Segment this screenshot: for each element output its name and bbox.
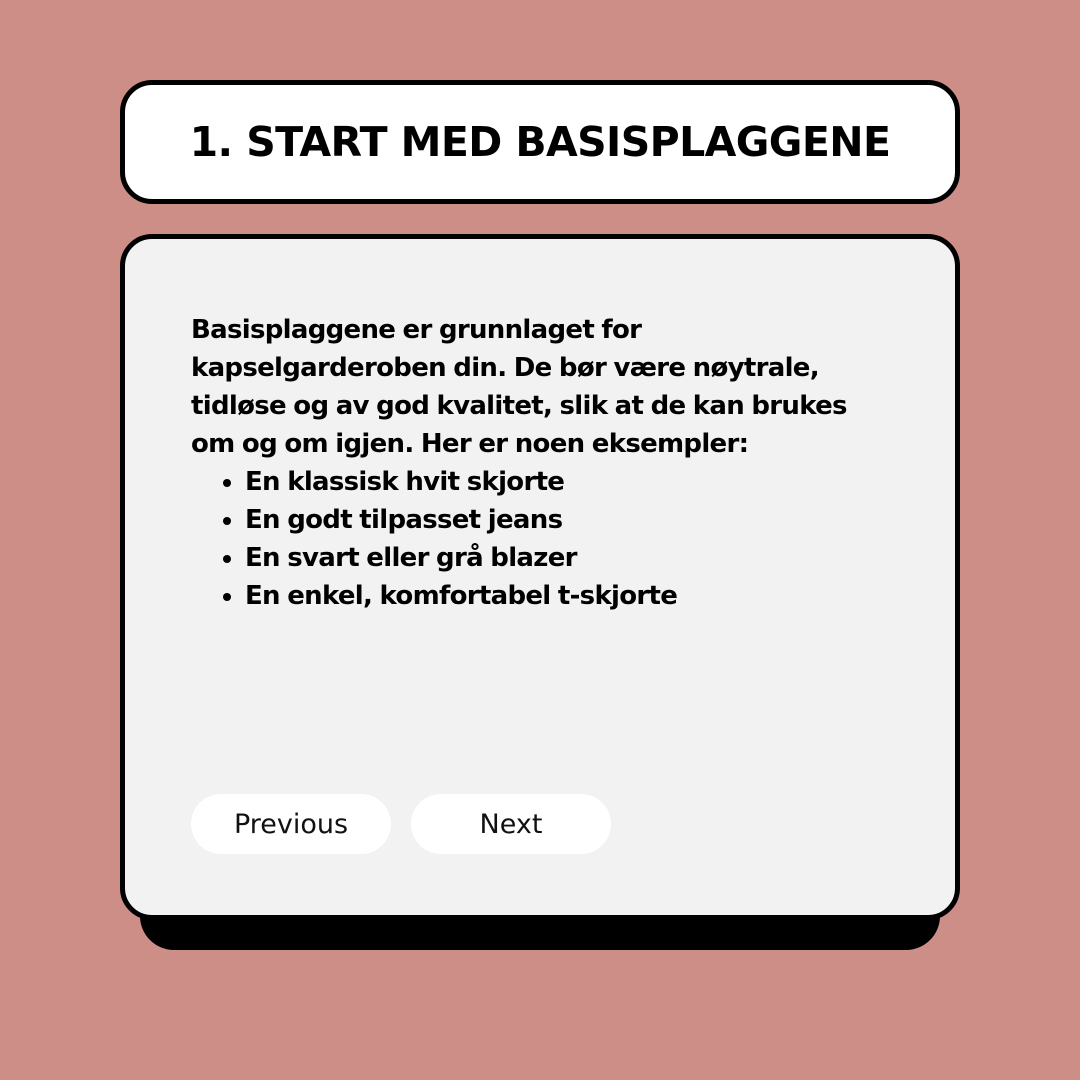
list-item: • En klassisk hvit skjorte xyxy=(245,463,891,501)
list-item: • En enkel, komfortabel t-skjorte xyxy=(245,577,891,615)
list-item: • En godt tilpasset jeans xyxy=(245,501,891,539)
next-button[interactable]: Next xyxy=(411,794,611,854)
examples-list xyxy=(191,463,891,615)
previous-button[interactable]: Previous xyxy=(191,794,391,854)
card-body xyxy=(191,311,891,615)
list-item: • En svart eller grå blazer xyxy=(245,539,891,577)
title-card xyxy=(120,80,960,204)
page-title: 1. START MED BASISPLAGGENE xyxy=(189,118,891,166)
content-card xyxy=(120,234,960,920)
intro-paragraph: Basisplaggene er grunnlaget for kapselgarderoben din. De bør være nøytrale, tidløse og av god kvalitet, slik at de kan brukes om og om igjen. Her er noen eksempler: xyxy=(191,315,847,459)
